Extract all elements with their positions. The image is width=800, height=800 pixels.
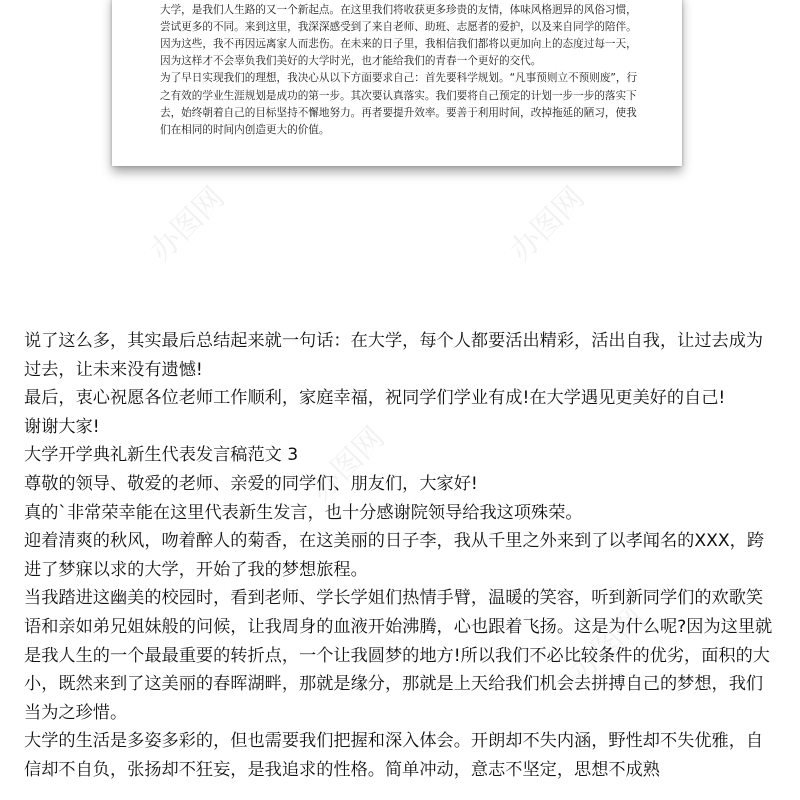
watermark-4: 办图网 bbox=[563, 600, 652, 689]
body-paragraph-3: 谢谢大家! bbox=[24, 416, 100, 437]
document-body bbox=[24, 327, 780, 785]
watermark-3: 办图网 bbox=[303, 420, 392, 509]
embedded-page-image bbox=[112, 0, 682, 166]
body-paragraph-8: 当我踏进这幽美的校园时，看到老师、学长学姐们热情手臂，温暖的笑容，听到新同学们的欢歌笑语和亲如弟兄姐妹般的问候，让我周身的血液开始沸腾，心也跟着飞扬。这是为什么呢?因为这里就是我人生的一个最最重要的转折点，一个让我圆梦的地方!所以我们不必比较条件的优劣，面积的大小，既然来到了这美丽的春晖湖畔，那就是缘分，那就是上天给我们机会去拼搏自己的梦想，我们当为之珍惜。 bbox=[24, 588, 773, 723]
section-heading: 大学开学典礼新生代表发言稿范文 3 bbox=[24, 445, 299, 466]
body-paragraph-5: 尊敬的领导、敬爱的老师、亲爱的同学们、朋友们，大家好! bbox=[24, 473, 478, 494]
watermark-2: 办图网 bbox=[503, 180, 592, 269]
body-paragraph-7: 迎着清爽的秋风，吻着醉人的菊香，在这美丽的日子李，我从千里之外来到了以孝闻名的XXX，跨进了梦寐以求的大学，开始了我的梦想旅程。 bbox=[24, 531, 765, 580]
embedded-page-text bbox=[160, 0, 640, 139]
body-paragraph-1: 说了这么多，其实最后总结起来就一句话：在大学，每个人都要活出精彩，活出自我，让过去成为过去，让未来没有遗憾! bbox=[24, 331, 764, 380]
body-paragraph-9: 大学的生活是多姿多彩的，但也需要我们把握和深入体会。开朗却不失内涵，野性却不失优雅，自信却不自负，张扬却不狂妄，是我追求的性格。简单冲动，意志不坚定，思想不成熟 bbox=[24, 731, 764, 780]
watermark-1: 办图网 bbox=[143, 180, 232, 269]
card-paragraph-3: 为了早日实现我们的理想，我决心从以下方面要求自己：首先要科学规划。“凡事预则立不预则废”，行之有效的学业生涯规划是成功的第一步。其次要认真落实。我们要将自己预定的计划一步一步的落实下去，始终朝着自己的目标坚持不懈地努力。再者要提升效率。要善于利用时间，改掉拖延的陋习，使我们在相同的时间内创造更大的价值。 bbox=[160, 72, 638, 136]
card-paragraph-2: 大学，是我们人生路的又一个新起点。在这里我们将收获更多珍贵的友情，体味风格迥异的风俗习惯，尝试更多的不同。来到这里，我深深感受到了来自老师、助班、志愿者的爱护，以及来自同学的陪伴。因为这些，我不再因远离家人而悲伤。在未来的日子里，我相信我们都将以更加向上的态度过每一天，因为这样才不会辜负我们美好的大学时光，也才能给我们的青春一个更好的交代。 bbox=[160, 4, 637, 68]
body-paragraph-6: 真的`非常荣幸能在这里代表新生发言，也十分感谢院领导给我这项殊荣。 bbox=[24, 502, 583, 523]
body-paragraph-2: 最后，衷心祝愿各位老师工作顺利，家庭幸福，祝同学们学业有成!在大学遇见更美好的自己! bbox=[24, 388, 726, 409]
